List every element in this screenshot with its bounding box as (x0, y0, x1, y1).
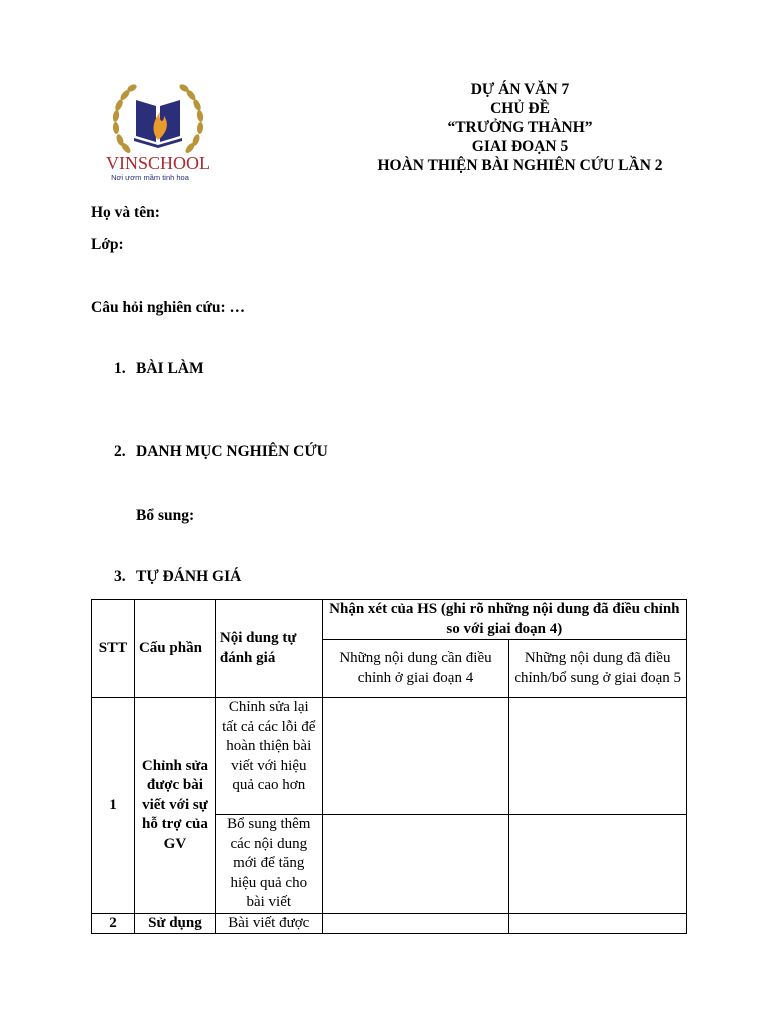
section-title: TỰ ĐÁNH GIÁ (136, 568, 242, 585)
row-item: Bổ sung thêm các nội dung mới để tăng hiệu quả cho bài viết (215, 815, 322, 914)
section-number: 3. (114, 568, 126, 585)
laurel-book-icon (94, 78, 222, 186)
header-stt: STT (92, 600, 135, 698)
class-label: Lớp: (91, 236, 124, 253)
header-part: Cấu phần (134, 600, 215, 698)
header-line: CHỦ ĐỀ (490, 100, 550, 117)
research-question-label: Câu hỏi nghiên cứu: … (91, 299, 246, 316)
cell-need-adjust[interactable] (322, 698, 509, 815)
section-number: 1. (114, 360, 126, 377)
header-need-adjust: Những nội dung cần điều chỉnh ở giai đoạn 4 (322, 640, 509, 698)
cell-need-adjust[interactable] (322, 913, 509, 934)
header-line: DỰ ÁN VĂN 7 (470, 81, 570, 98)
cell-need-adjust[interactable] (322, 815, 509, 914)
section-number: 2. (114, 443, 126, 460)
row-part: Chỉnh sửa được bài viết với sự hỗ trợ của GV (134, 698, 215, 914)
self-evaluation-table (91, 599, 687, 934)
document-header (360, 80, 680, 175)
section-tu-danh-gia (114, 568, 241, 586)
brand-name: VINSCHOOL (105, 153, 211, 173)
cell-adjusted[interactable] (509, 913, 687, 934)
header-line: HOÀN THIỆN BÀI NGHIÊN CỨU LẦN 2 (377, 157, 663, 174)
row-stt: 2 (92, 913, 135, 934)
row-item: Bài viết được (215, 913, 322, 934)
cell-adjusted[interactable] (509, 698, 687, 815)
header-content: Nội dung tự đánh giá (215, 600, 322, 698)
header-adjusted: Những nội dung đã điều chỉnh/bổ sung ở giai đoạn 5 (509, 640, 687, 698)
vinschool-logo (94, 78, 222, 186)
row-stt: 1 (92, 698, 135, 914)
section-title: BÀI LÀM (136, 360, 204, 377)
section-title: DANH MỤC NGHIÊN CỨU (136, 443, 328, 460)
section-bai-lam (114, 360, 204, 378)
cell-adjusted[interactable] (509, 815, 687, 914)
row-item: Chỉnh sửa lại tất cả các lỗi để hoàn thiện bài viết với hiệu quả cao hơn (215, 698, 322, 815)
brand-tagline: Nơi ươm mầm tinh hoa (111, 173, 189, 182)
row-part: Sử dụng (134, 913, 215, 934)
supplement-label: Bổ sung: (136, 507, 195, 524)
header-line: “TRƯỞNG THÀNH” (447, 119, 593, 136)
header-student-comment: Nhận xét của HS (ghi rõ những nội dung đã điều chỉnh so với giai đoạn 4) (322, 600, 686, 640)
header-line: GIAI ĐOẠN 5 (471, 138, 569, 155)
section-danh-muc (114, 443, 328, 461)
name-label: Họ và tên: (91, 204, 160, 221)
